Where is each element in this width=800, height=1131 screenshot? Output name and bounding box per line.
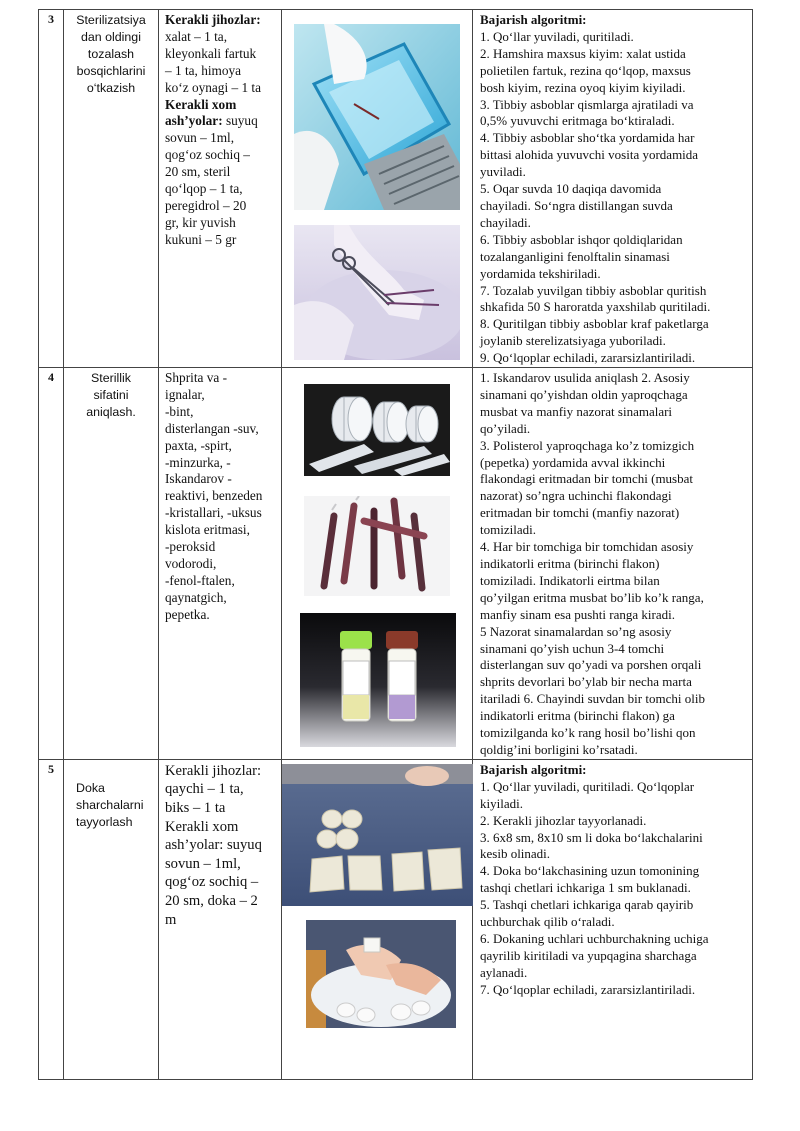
- equipment-line: qaychi – 1 ta,: [165, 781, 244, 798]
- algorithm-line: shkafida 50 S haroratda yaxshilab quritiladi.: [480, 299, 711, 315]
- instrument-washing-photo: [294, 24, 460, 210]
- algorithm-line: bosh kiyim, rezina oyoq kiyim kiyiladi.: [480, 79, 686, 95]
- algorithm-line: kiyiladi.: [480, 795, 523, 811]
- equipment-line: -kristallari, -uksus: [165, 505, 262, 521]
- procedure-name: [64, 759, 159, 1079]
- equipment-cell: [159, 759, 282, 1079]
- algorithm-line: 1. Iskandarov usulida aniqlash 2. Asosiy: [480, 370, 690, 386]
- equipment-line: -bint,: [165, 403, 194, 419]
- materials-line: gr, kir yuvish: [165, 214, 236, 230]
- equipment-line: ignalar,: [165, 386, 205, 402]
- procedure-name: [64, 368, 159, 760]
- algorithm-line: polietilen fartuk, rezina qo‘lqop, maxsus: [480, 62, 691, 78]
- algorithm-line: 3. 6x8 sm, 8x10 sm li doka bo‘lakchalarini: [480, 829, 703, 845]
- algorithm-line: kesib olinadi.: [480, 846, 551, 862]
- algorithm-line: flakondagi eritmadan bir tomchi (musbat: [480, 471, 693, 487]
- materials-line: qo‘lqop – 1 ta,: [165, 181, 243, 197]
- algorithm-line: tomiziladi.: [480, 522, 536, 538]
- equipment-line: ko‘z oynagi – 1 ta: [165, 79, 262, 95]
- algorithm-line: tozalanganligini fenolftalin sinamasi: [480, 248, 670, 264]
- algorithm-line: 2. Hamshira maxsus kiyim: xalat ustida: [480, 45, 686, 61]
- equipment-line: kleyonkali fartuk: [165, 45, 257, 61]
- algorithm-line: qoldig’ini borligini ko’rsatadi.: [480, 741, 638, 757]
- row-number: 3: [39, 10, 64, 368]
- equipment-line: xalat – 1 ta,: [165, 28, 228, 44]
- algorithm-line: 7. Tozalab yuvilgan tibbiy asboblar quritish: [480, 282, 707, 298]
- algorithm-line: 5 Nazorat sinamalardan so’ng asosiy: [480, 623, 672, 639]
- algorithm-line: yordamida tekshiriladi.: [480, 265, 601, 281]
- algorithm-line: chayiladi.: [480, 214, 531, 230]
- procedure-table: [38, 9, 753, 1080]
- algorithm-line: 3. Tibbiy asboblar qismlarga ajratiladi va: [480, 96, 694, 112]
- materials-label: ash’yolar:: [165, 113, 223, 129]
- materials-line: sovun – 1ml,: [165, 130, 235, 146]
- algorithm-line: 1. Qo‘llar yuviladi, quritiladi.: [480, 28, 634, 44]
- equipment-line: -minzurka, -: [165, 454, 231, 470]
- equipment-cell: [159, 368, 282, 760]
- name-line: aniqlash.: [86, 404, 136, 419]
- algorithm-line: 4. Doka bo‘lakchasining uzun tomonining: [480, 863, 700, 879]
- reagent-vials-photo: [300, 613, 456, 747]
- equipment-line: sovun – 1ml,: [165, 855, 241, 872]
- bandage-rolls-photo: [304, 384, 450, 476]
- equipment-line: Kerakli xom: [165, 818, 239, 835]
- photos-cell: [282, 368, 473, 760]
- procedure-name: [64, 10, 159, 368]
- equipment-line: -peroksid: [165, 539, 216, 555]
- equipment-line: -fenol-ftalen,: [165, 572, 235, 588]
- algorithm-line: 4. Har bir tomchiga bir tomchidan asosiy: [480, 539, 694, 555]
- materials-label: Kerakli xom: [165, 96, 237, 112]
- algorithm-line: 6. Tibbiy asboblar ishqor qoldiqlaridan: [480, 231, 683, 247]
- equipment-cell: [159, 10, 282, 368]
- photos-cell: [282, 10, 473, 368]
- algorithm-line: 3. Polisterol yaproqchaga ko’z tomizgich: [480, 437, 695, 453]
- photos-cell: [282, 759, 473, 1079]
- equipment-line: – 1 ta, himoya: [165, 62, 242, 78]
- algorithm-line: 1. Qo‘llar yuviladi, quritiladi. Qo‘lqoplar: [480, 778, 695, 794]
- algorithm-line: eritmadan bir tomchi (manfiy nazorat): [480, 505, 680, 521]
- algorithm-cell: [473, 759, 753, 1079]
- name-line: tozalash: [87, 46, 135, 61]
- algorithm-cell: [473, 10, 753, 368]
- equipment-line: disterlangan -suv,: [165, 420, 259, 436]
- name-line: Sterillik: [91, 371, 131, 386]
- algorithm-line: 7. Qo‘lqoplar echiladi, zararsizlantiriladi.: [480, 981, 696, 997]
- algorithm-line: qayrilib kiritiladi va yupqagina sharchaga: [480, 947, 697, 963]
- algorithm-line: qo’yilgan eritma musbat bo’lib ko’k ranga,: [480, 589, 704, 605]
- name-line: dan oldingi: [81, 29, 141, 44]
- name-line: Sterilizatsiya: [76, 13, 146, 27]
- algorithm-line: joylanib sterelizatsiyaga yuboriladi.: [480, 333, 666, 349]
- equipment-line: Shprita va -: [165, 370, 228, 386]
- equipment-label: Kerakli jihozlar:: [165, 12, 261, 27]
- algorithm-line: qo’yiladi.: [480, 420, 531, 436]
- materials-line: kukuni – 5 gr: [165, 231, 237, 247]
- name-line: tayyorlash: [76, 814, 133, 829]
- test-tubes-photo: [304, 496, 450, 596]
- algorithm-line: nazorat) so’ngra uchinchi flakondagi: [480, 488, 672, 504]
- equipment-line: paxta, -spirt,: [165, 437, 232, 453]
- algorithm-line: chayiladi. So‘ngra distillangan suvda: [480, 197, 673, 213]
- table-row-3: [39, 10, 753, 368]
- algorithm-line: indikatorli eritma (birinchi flakon) ga: [480, 708, 675, 724]
- algorithm-line: uchburchak qilib o‘raladi.: [480, 914, 615, 930]
- algorithm-line: yuviladi.: [480, 164, 526, 180]
- equipment-line: vodorodi,: [165, 556, 217, 571]
- table-row-4: [39, 368, 753, 760]
- algorithm-line: (pepetka) yordamida avval ikkinchi: [480, 454, 666, 470]
- algorithm-line: aylanadi.: [480, 964, 528, 980]
- name-line: o‘tkazish: [86, 80, 136, 95]
- algorithm-line: 6. Dokaning uchlari uchburchakning uchiga: [480, 930, 709, 946]
- table-row-5: [39, 759, 753, 1079]
- algorithm-line: manfiy sinam esa pushti ranga kiradi.: [480, 606, 675, 622]
- equipment-line: biks – 1 ta: [165, 800, 226, 817]
- row-number: 5: [39, 759, 64, 1079]
- name-line: bosqichlarini: [76, 63, 146, 78]
- algorithm-title: Bajarish algoritmi:: [480, 761, 587, 777]
- equipment-line: ash’yolar: suyuq: [165, 837, 262, 854]
- algorithm-line: 8. Quritilgan tibbiy asboblar kraf paketlarga: [480, 316, 709, 332]
- name-line: sharchalarni: [76, 797, 144, 812]
- equipment-line: qaynatgich,: [165, 589, 227, 605]
- algorithm-line: indikatorli eritma (birinchi flakon): [480, 556, 660, 571]
- algorithm-line: sinamani qo’yish uchun 3-4 tomchi: [480, 640, 665, 656]
- algorithm-line: shprits devorlari bo’ylab bir necha marta: [480, 674, 692, 690]
- algorithm-line: 0,5% yuvuvchi eritmaga bo‘ktiraladi.: [480, 113, 675, 129]
- algorithm-line: itariladi 6. Chayindi suvdan bir tomchi olib: [480, 691, 705, 707]
- name-line: Doka: [76, 780, 105, 795]
- equipment-line: Kerakli jihozlar:: [165, 762, 262, 779]
- materials-line: suyuq: [222, 113, 258, 129]
- gauze-pieces-photo: [282, 764, 473, 906]
- materials-line: qog‘oz sochiq –: [165, 147, 250, 163]
- algorithm-line: tashqi chetlari ichkariga 1 sm buklanadi.: [480, 880, 691, 896]
- algorithm-line: tomiziladi. Indikatorli eirtma bilan: [480, 572, 660, 588]
- equipment-line: 20 sm, doka – 2: [165, 893, 258, 910]
- equipment-line: m: [165, 911, 177, 928]
- algorithm-line: disterlangan suv qo’yadi va porshen orqali: [480, 657, 702, 673]
- algorithm-line: 5. Tashqi chetlari ichkariga qarab qayirib: [480, 897, 694, 913]
- materials-line: peregidrol – 20: [165, 197, 247, 213]
- equipment-line: reaktivi, benzeden: [165, 488, 263, 504]
- algorithm-line: sinamani qo’yishdan oldin yaproqchaga: [480, 386, 688, 402]
- algorithm-line: 5. Oqar suvda 10 daqiqa davomida: [480, 181, 662, 197]
- algorithm-line: 9. Qo‘lqoplar echiladi, zararsizlantiriladi.: [480, 350, 696, 366]
- equipment-line: pepetka.: [165, 606, 210, 622]
- name-line: sifatini: [93, 387, 129, 402]
- algorithm-line: bittasi alohida yuvuvchi vosita yordamida: [480, 147, 699, 163]
- equipment-line: qog‘oz sochiq –: [165, 874, 259, 891]
- equipment-line: kislota eritmasi,: [165, 522, 250, 538]
- row-number: 4: [39, 368, 64, 760]
- gauze-folding-photo: [306, 920, 456, 1028]
- forceps-cleaning-photo: [294, 225, 460, 360]
- algorithm-line: tomizilganda ko’k rang hosil bo’lishi qon: [480, 725, 696, 741]
- algorithm-cell: [473, 368, 753, 760]
- algorithm-line: musbat va manfiy nazorat sinamalari: [480, 403, 673, 419]
- materials-line: 20 sm, steril: [165, 164, 231, 180]
- algorithm-title: Bajarish algoritmi:: [480, 12, 587, 27]
- algorithm-line: 4. Tibbiy asboblar sho‘tka yordamida har: [480, 130, 695, 146]
- equipment-line: Iskandarov -: [165, 471, 232, 487]
- algorithm-line: 2. Kerakli jihozlar tayyorlanadi.: [480, 812, 647, 828]
